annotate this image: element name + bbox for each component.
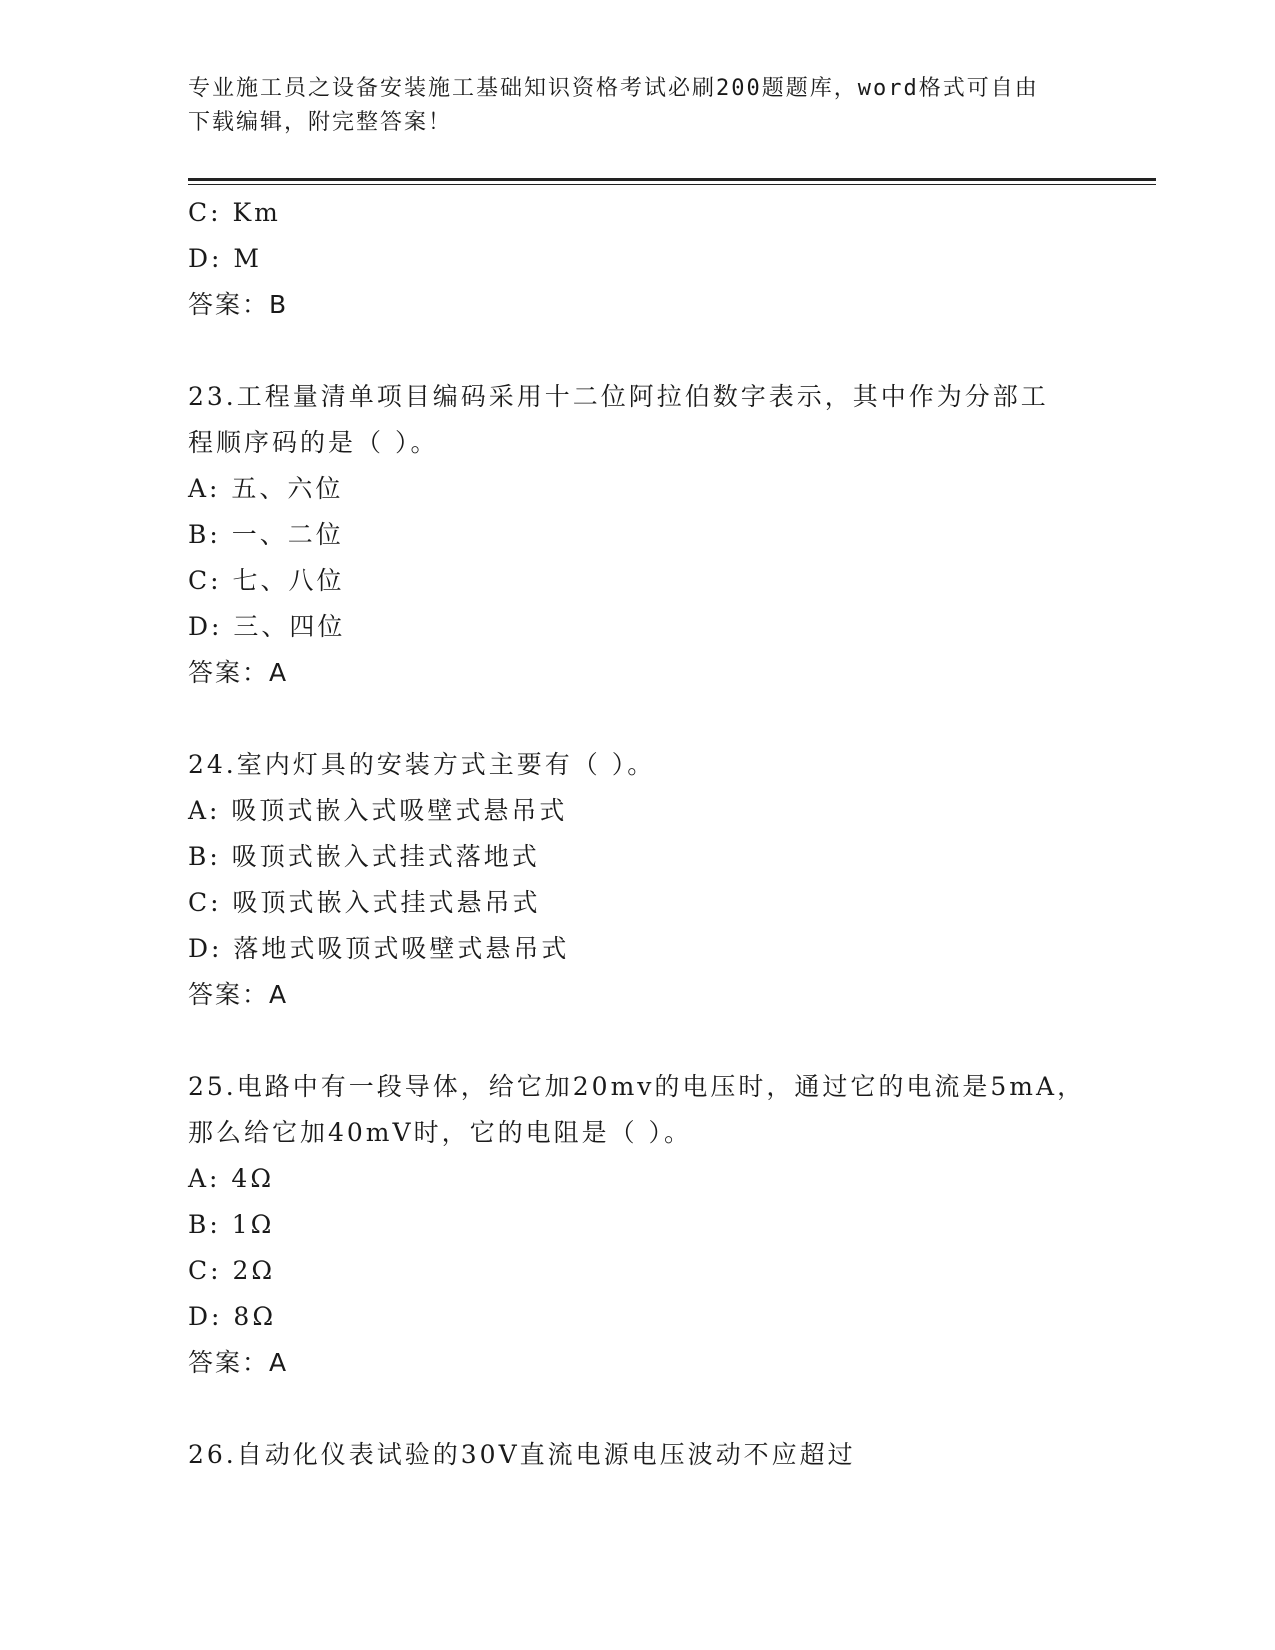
option-d: D: 8Ω bbox=[188, 1302, 277, 1331]
answer: 答案：A bbox=[188, 658, 289, 687]
option-b: B: 1Ω bbox=[188, 1210, 275, 1239]
spacer bbox=[188, 328, 1088, 374]
question-23 bbox=[188, 374, 1088, 696]
option-c: C: 2Ω bbox=[188, 1256, 276, 1285]
question-stem-continued: 程顺序码的是（ ）。 bbox=[188, 428, 439, 457]
header-rule-thick bbox=[188, 178, 1156, 181]
option-d: D: 落地式吸顶式吸壁式悬吊式 bbox=[188, 934, 570, 963]
option-b: B: 吸顶式嵌入式挂式落地式 bbox=[188, 842, 540, 871]
option-b: B: 一、二位 bbox=[188, 520, 344, 549]
spacer bbox=[188, 1018, 1088, 1064]
option-a: A: 五、六位 bbox=[188, 474, 344, 503]
question-stem-continued: 那么给它加40mV时，它的电阻是（ ）。 bbox=[188, 1118, 693, 1147]
header-line-2: 下载编辑，附完整答案！ bbox=[188, 110, 453, 135]
question-stem: 26.自动化仪表试验的30V直流电源电压波动不应超过 bbox=[188, 1440, 856, 1469]
question-26 bbox=[188, 1432, 1088, 1478]
option-a: A: 吸顶式嵌入式吸壁式悬吊式 bbox=[188, 796, 568, 825]
answer: 答案：A bbox=[188, 980, 289, 1009]
question-22-remainder bbox=[188, 190, 1088, 328]
option-c: C: 吸顶式嵌入式挂式悬吊式 bbox=[188, 888, 541, 917]
spacer bbox=[188, 1386, 1088, 1432]
header-rule-thin bbox=[188, 184, 1156, 185]
option-d: D: M bbox=[188, 244, 263, 273]
document-header bbox=[188, 72, 1088, 140]
question-stem: 25.电路中有一段导体，给它加20mv的电压时，通过它的电流是5mA， bbox=[188, 1072, 1086, 1101]
question-stem: 24.室内灯具的安装方式主要有（ ）。 bbox=[188, 750, 656, 779]
question-25 bbox=[188, 1064, 1088, 1386]
option-a: A: 4Ω bbox=[188, 1164, 275, 1193]
header-line-1: 专业施工员之设备安装施工基础知识资格考试必刷200题题库，word格式可自由 bbox=[188, 76, 1039, 101]
option-c: C: Km bbox=[188, 198, 281, 227]
answer: 答案：A bbox=[188, 1348, 289, 1377]
question-24 bbox=[188, 742, 1088, 1018]
question-stem: 23.工程量清单项目编码采用十二位阿拉伯数字表示，其中作为分部工 bbox=[188, 382, 1049, 411]
answer: 答案：B bbox=[188, 290, 289, 319]
option-c: C: 七、八位 bbox=[188, 566, 345, 595]
option-d: D: 三、四位 bbox=[188, 612, 346, 641]
question-content bbox=[188, 190, 1088, 1478]
spacer bbox=[188, 696, 1088, 742]
